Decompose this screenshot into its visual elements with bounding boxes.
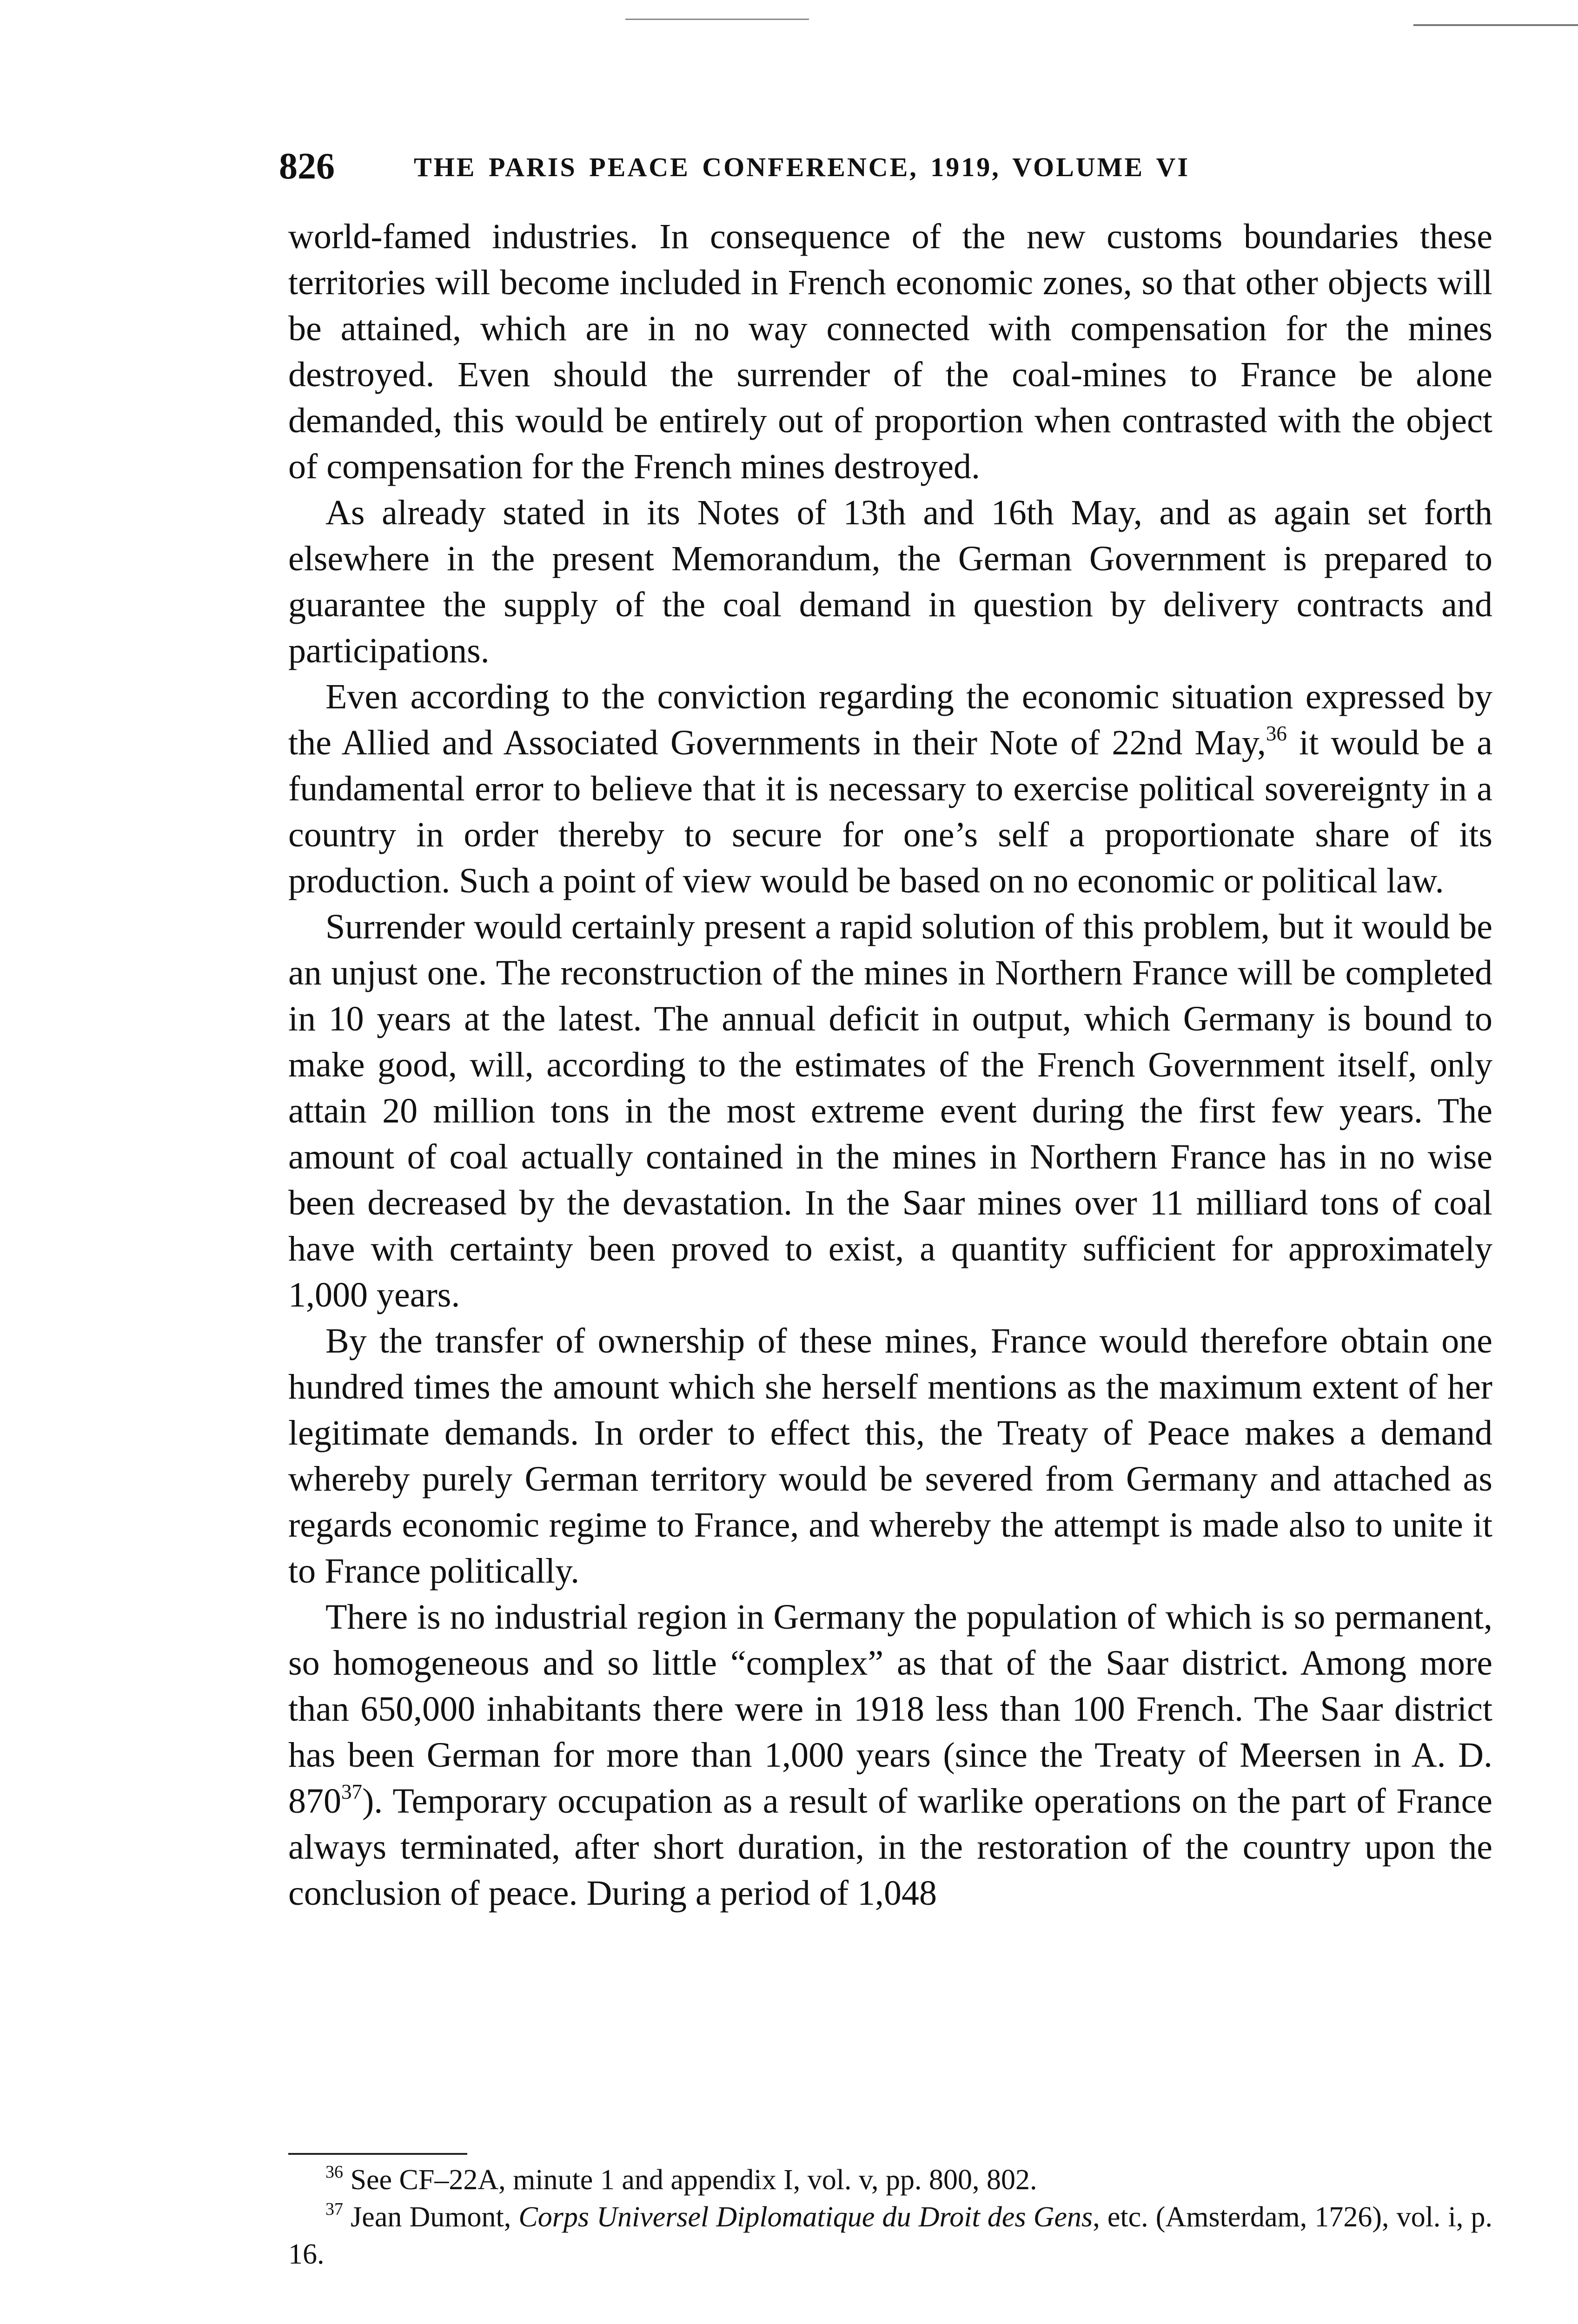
page-header: [279, 139, 1497, 195]
paragraph-text-after-footnote-36: it would be a fundamental error to believe that it is necessary to exercise political sovereignty in a country in order thereby to secure for one’s self a proportionate share of its production. Such a point of view would be based on no economic or political law.: [288, 723, 1493, 900]
footnotes-section: [288, 2161, 1492, 2273]
footnote-36: [288, 2161, 1492, 2199]
footnote-title-37: Corps Universel Diplomatique du Droit des Gens: [518, 2201, 1093, 2233]
footnote-37: [288, 2199, 1492, 2273]
paragraph-german-guarantee: As already stated in its Notes of 13th and 16th May, and as again set forth elsewhere in the present Memorandum, the German Government is prepared to guarantee the supply of the coal demand in question by delivery contracts and participations.: [288, 493, 1492, 670]
running-head: THE PARIS PEACE CONFERENCE, 1919, VOLUME VI: [414, 152, 1190, 182]
footnote-reference-36: 36: [1266, 722, 1287, 745]
top-scan-rule-left: [625, 19, 809, 20]
paragraph-text-before-footnote-37: There is no industrial region in Germany the population of which is so permanent, so homogeneous and so little “complex” as that of the Saar district. Among more than 650,000 inhabitants there were in 1918 less than 100 French. The Saar district has been German for more than 1,000 years (since the Treaty of Meersen in A. D. 870: [288, 1598, 1492, 1821]
footnote-text-37-before: Jean Dumont,: [351, 2201, 519, 2233]
paragraph-continuation: world-famed industries. In consequence of the new customs boundaries these territories will become included in French economic zones, so that other objects will be attained, which are in no way connected with compensation for the mines destroyed. Even should the surrender of the coal-mines to France be alone demanded, this would be entirely out of proportion when contrasted with the object of compensation for the French mines destroyed.: [288, 217, 1492, 486]
footnote-text-37-after: , etc. (Amsterdam, 1726), vol. i, p. 16.: [288, 2201, 1492, 2270]
paragraph-text-before-footnote-36: Even according to the conviction regarding the economic situation expressed by the Allied and Associated Governments in their Note of 22nd May,: [288, 677, 1492, 762]
paragraph-economic-sovereignty: [288, 674, 1492, 904]
main-body-text: [288, 214, 1492, 1916]
paragraph-saar-district: [288, 1594, 1492, 1916]
footnote-separator: [288, 2153, 467, 2155]
paragraph-text-after-footnote-37: ). Temporary occupation as a result of warlike operations on the part of France always terminated, after short duration, in the restoration of the country upon the conclusion of peace. During a period of 1,048: [288, 1782, 1492, 1913]
footnote-reference-37: 37: [341, 1780, 362, 1803]
footnote-text-36: See CF–22A, minute 1 and appendix I, vol. v, pp. 800, 802.: [350, 2164, 1037, 2196]
paragraph-surrender-unjust: Surrender would certainly present a rapid solution of this problem, but it would be an unjust one. The reconstruction of the mines in Northern France will be completed in 10 years at the latest. The annual deficit in output, which Germany is bound to make good, will, according to the estimates of the French Government itself, only attain 20 million tons in the most extreme event during the first few years. The amount of coal actually contained in the mines in Northern France has in no wise been decreased by the devastation. In the Saar mines over 11 milliard tons of coal have with certainty been proved to exist, a quantity sufficient for approximately 1,000 years.: [288, 907, 1492, 1314]
footnote-mark-37: 37: [325, 2199, 343, 2219]
page-number: 826: [279, 146, 335, 187]
footnote-mark-36: 36: [325, 2162, 343, 2182]
paragraph-transfer-ownership: By the transfer of ownership of these mines, France would therefore obtain one hundred times the amount which she herself mentions as the maximum extent of her legitimate demands. In order to effect this, the Treaty of Peace makes a demand whereby purely German territory would be severed from Germany and attached as regards economic regime to France, and whereby the attempt is made also to unite it to France politically.: [288, 1321, 1492, 1591]
top-scan-rule-right: [1413, 24, 1578, 26]
